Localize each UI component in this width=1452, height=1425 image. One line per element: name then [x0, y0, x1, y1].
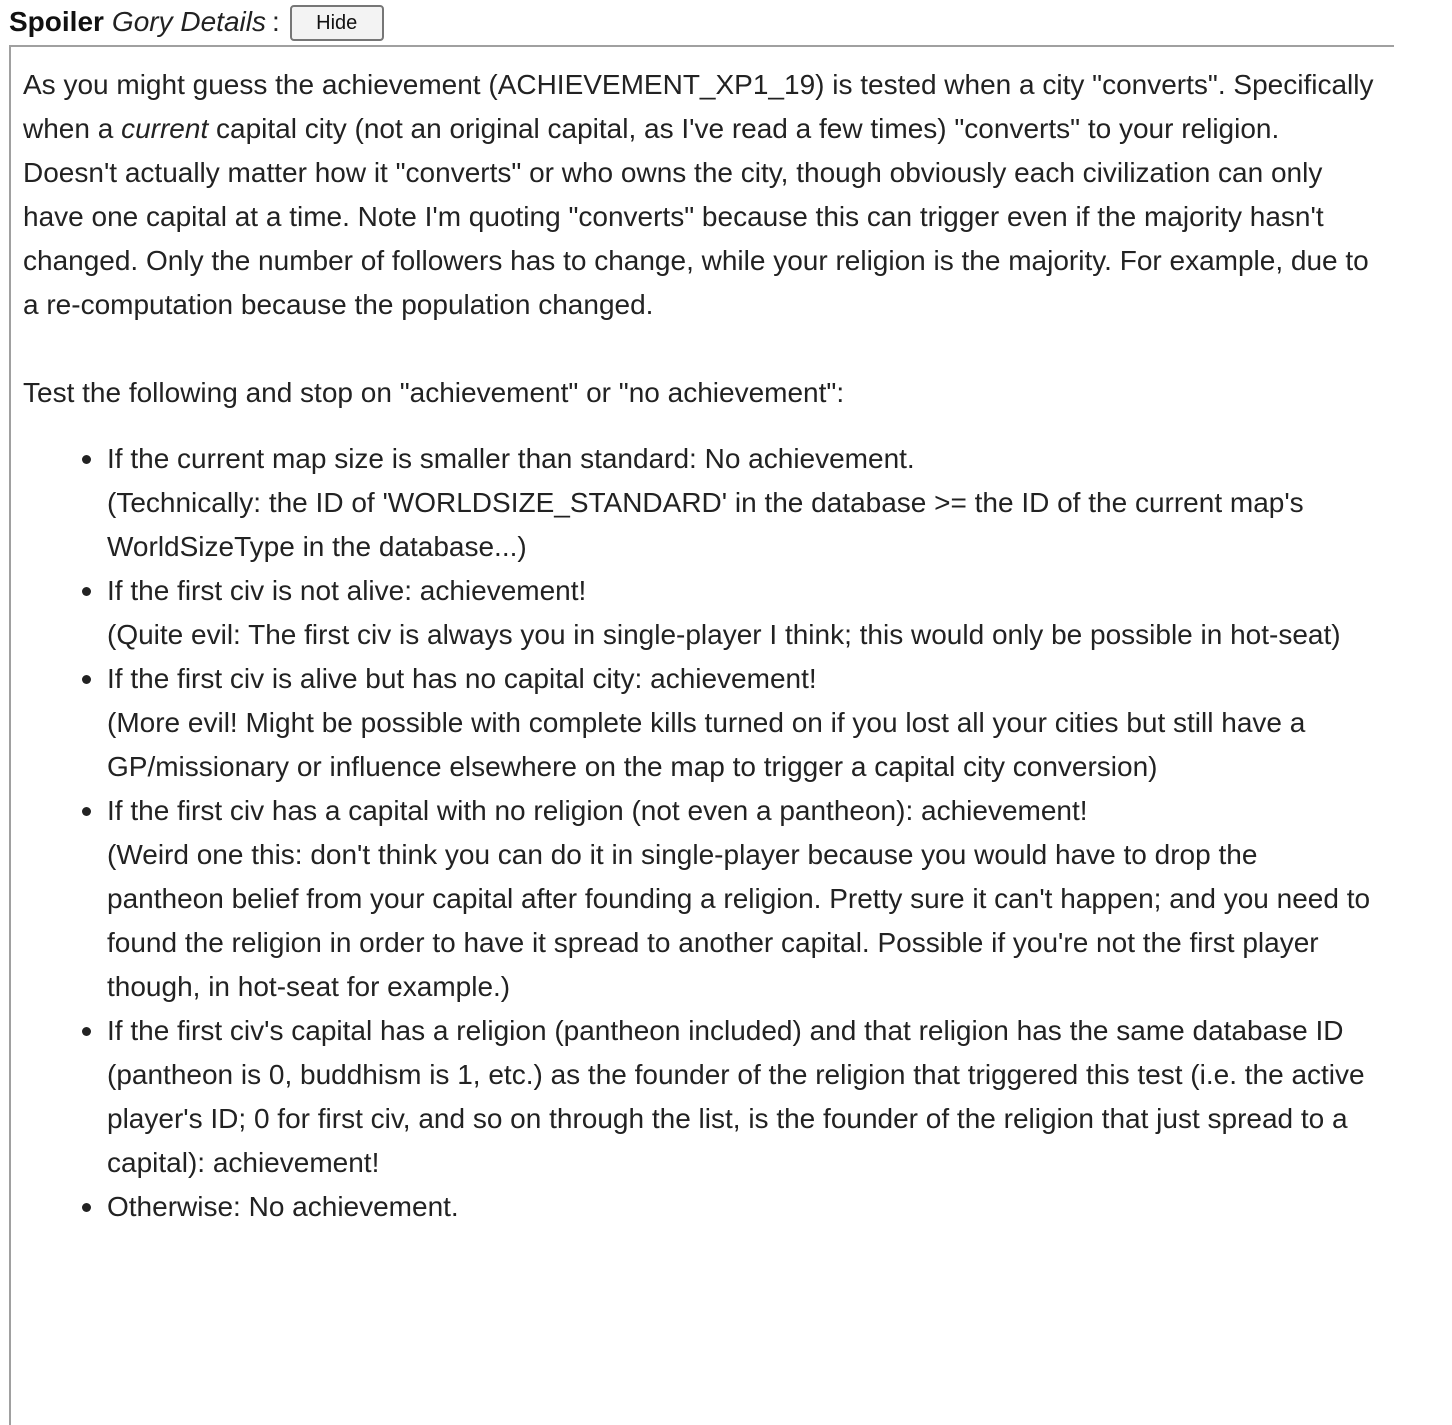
spoiler-content [9, 45, 1394, 1425]
condition-main: If the first civ has a capital with no religion (not even a pantheon): achievement! [107, 795, 1088, 826]
list-item [107, 569, 1376, 657]
hide-spoiler-button[interactable]: Hide [290, 5, 384, 41]
condition-note: (Quite evil: The first civ is always you in single-player I think; this would only be possible in hot-seat) [107, 619, 1341, 650]
list-item [107, 1009, 1376, 1185]
condition-note: (Technically: the ID of 'WORLDSIZE_STANDARD' in the database >= the ID of the current map's WorldSizeType in the database...) [107, 487, 1304, 562]
list-item [107, 789, 1376, 1009]
list-item [107, 657, 1376, 789]
spoiler-label: Spoiler [9, 6, 104, 37]
list-item [107, 437, 1376, 569]
spoiler-title: Gory Details [111, 6, 266, 37]
condition-main: If the first civ is not alive: achievement! [107, 575, 587, 606]
intro-emphasis: current [121, 113, 209, 144]
condition-note: (More evil! Might be possible with complete kills turned on if you lost all your cities but still have a GP/missionary or influence elsewhere on the map to trigger a capital city conversion) [107, 707, 1306, 782]
spoiler-colon: : [271, 6, 280, 37]
test-intro: Test the following and stop on "achievement" or "no achievement": [23, 377, 845, 408]
condition-main: If the first civ's capital has a religion (pantheon included) and that religion has the same database ID (pantheon is 0, buddhism is 1, etc.) as the founder of the religion that triggered this test (i.e. the active player's ID; 0 for first civ, and so on through the list, is the founder of the religion that just spread to a capital): achievement! [107, 1015, 1365, 1178]
intro-paragraph [23, 63, 1376, 327]
intro-text-2: capital city (not an original capital, as I've read a few times) "converts" to your religion. Doesn't actually matter how it "converts" or who owns the city, though obviously each civilization can only have one capital at a time. Note I'm quoting "converts" because this can trigger even if the majority hasn't changed. Only the number of followers has to change, while your religion is the majority. For example, due to a re-computation because the population changed. [23, 113, 1369, 320]
condition-note: (Weird one this: don't think you can do it in single-player because you would have to drop the pantheon belief from your capital after founding a religion. Pretty sure it can't happen; and you need to found the religion in order to have it spread to another capital. Possible if you're not the first player though, in hot-seat for example.) [107, 839, 1371, 1002]
intro-text-1: As you might guess the achievement (ACHIEVEMENT_XP1_19) is tested when a city "converts". Specifically when a [23, 69, 1374, 144]
condition-main: If the current map size is smaller than standard: No achievement. [107, 443, 915, 474]
list-item [107, 1185, 1376, 1229]
spoiler-header [9, 0, 384, 44]
condition-main: Otherwise: No achievement. [107, 1191, 459, 1222]
condition-main: If the first civ is alive but has no capital city: achievement! [107, 663, 817, 694]
condition-list [23, 437, 1376, 1229]
paragraph-spacer [23, 327, 1376, 371]
